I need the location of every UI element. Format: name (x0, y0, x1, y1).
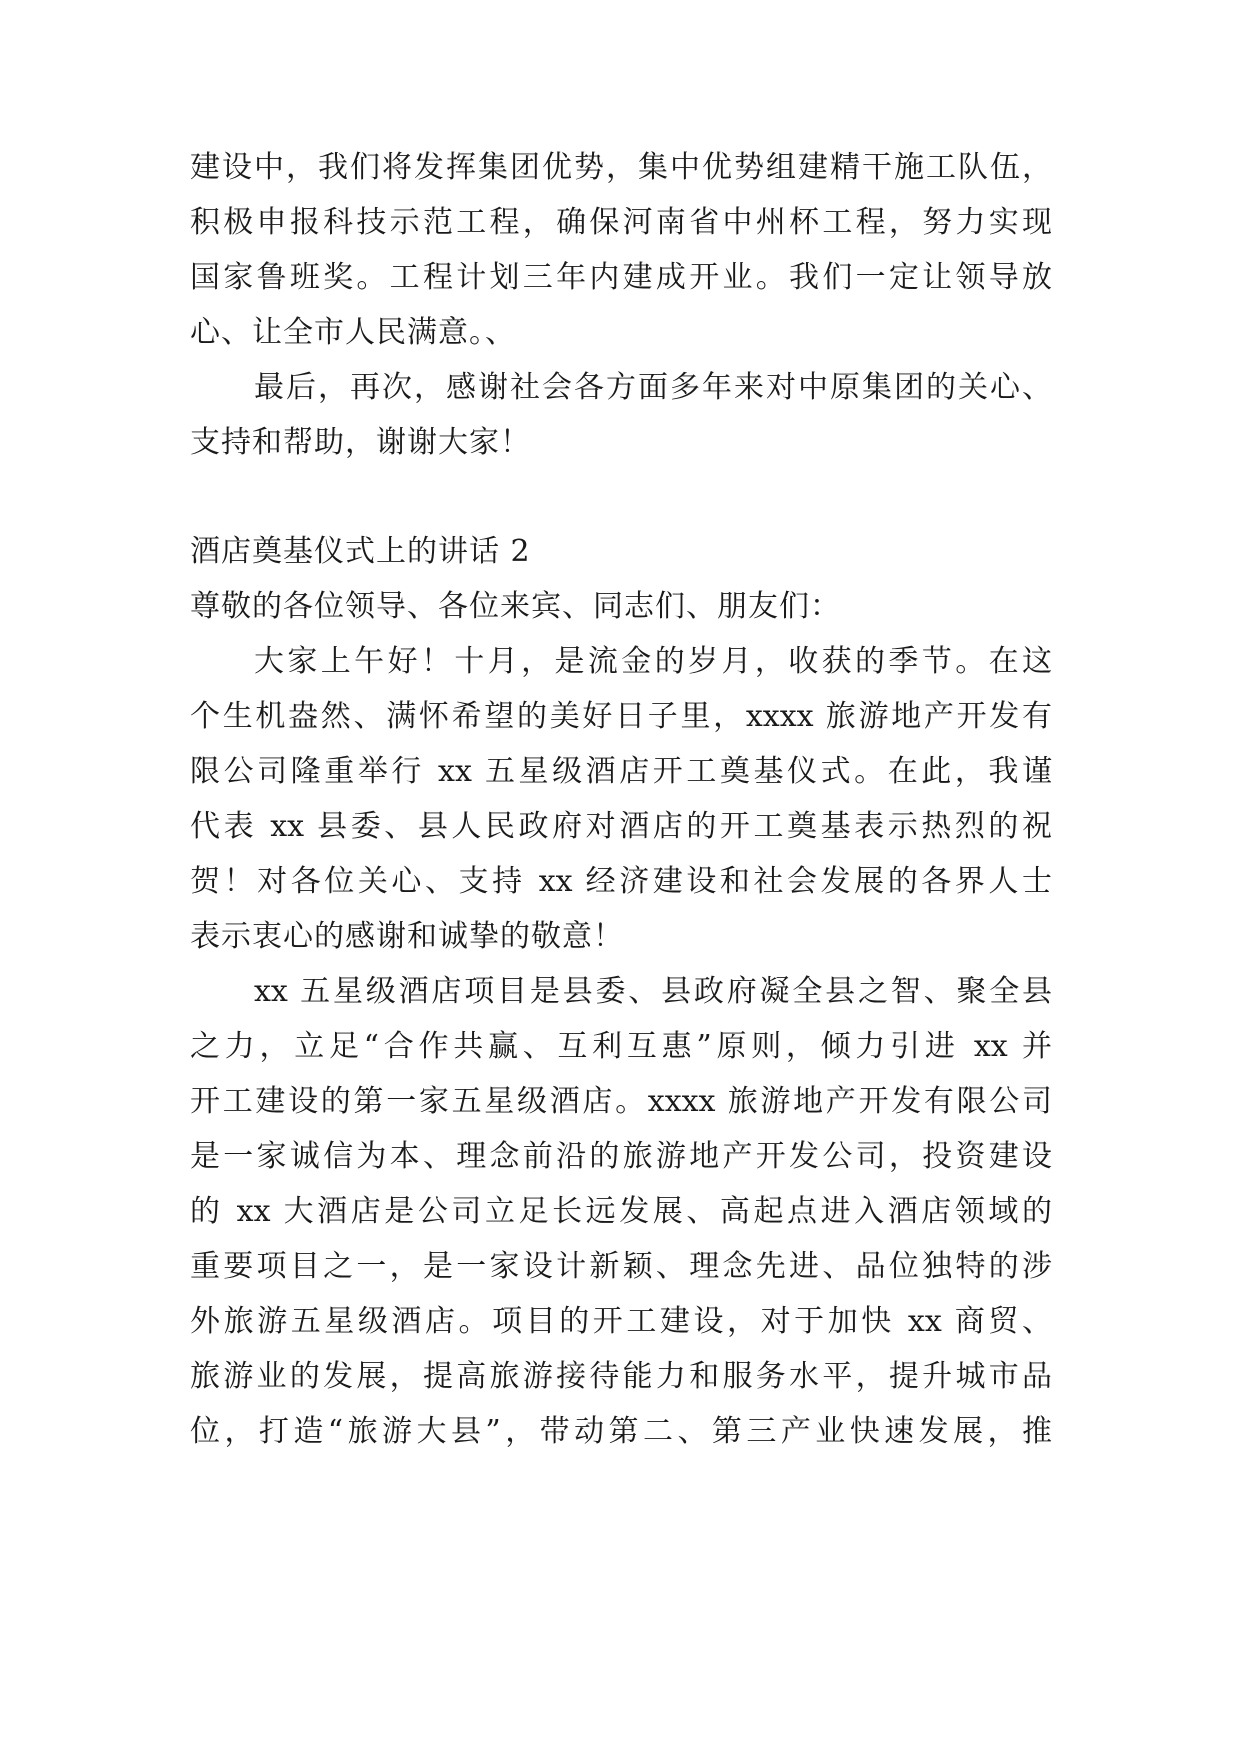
salutation: 尊敬的各位领导、各位来宾、同志们、朋友们： (190, 589, 841, 624)
paragraph-line: 支持和帮助，谢谢大家！ (190, 425, 531, 460)
paragraph-line: 心、让全市人民满意。、 (190, 315, 516, 350)
paragraph-line: 最后，再次，感谢社会各方面多年来对中原集团的关心、 (254, 370, 1052, 405)
paragraph-line: 之力，立足“合作共赢、互利互惠”原则，倾力引进 xx 并 (190, 1029, 1052, 1064)
paragraph-line: 国家鲁班奖。工程计划三年内建成开业。我们一定让领导放 (190, 260, 1052, 295)
paragraph-line: 限公司隆重举行 xx 五星级酒店开工奠基仪式。在此，我谨 (190, 754, 1052, 789)
paragraph-line: 建设中，我们将发挥集团优势，集中优势组建精干施工队伍， (190, 150, 1052, 185)
section-title: 酒店奠基仪式上的讲话 2 (190, 534, 531, 569)
paragraph-line: 重要项目之一，是一家设计新颖、理念先进、品位独特的涉 (190, 1249, 1052, 1284)
paragraph-line: 大家上午好！十月，是流金的岁月，收获的季节。在这 (254, 644, 1052, 679)
paragraph-line: 个生机盎然、满怀希望的美好日子里，xxxx 旅游地产开发有 (190, 699, 1052, 734)
paragraph-line: 的 xx 大酒店是公司立足长远发展、高起点进入酒店领域的 (190, 1194, 1052, 1229)
paragraph-line: 位，打造“旅游大县”，带动第二、第三产业快速发展，推 (190, 1414, 1052, 1449)
paragraph-line: 是一家诚信为本、理念前沿的旅游地产开发公司，投资建设 (190, 1139, 1052, 1174)
paragraph-line: 旅游业的发展，提高旅游接待能力和服务水平，提升城市品 (190, 1359, 1052, 1394)
paragraph-line: xx 五星级酒店项目是县委、县政府凝全县之智、聚全县 (254, 974, 1052, 1009)
paragraph-line: 开工建设的第一家五星级酒店。xxxx 旅游地产开发有限公司 (190, 1084, 1052, 1119)
paragraph-line: 外旅游五星级酒店。项目的开工建设，对于加快 xx 商贸、 (190, 1304, 1052, 1339)
paragraph-line: 积极申报科技示范工程，确保河南省中州杯工程，努力实现 (190, 205, 1052, 240)
paragraph-line: 代表 xx 县委、县人民政府对酒店的开工奠基表示热烈的祝 (190, 809, 1052, 844)
paragraph-line: 贺！对各位关心、支持 xx 经济建设和社会发展的各界人士 (190, 864, 1052, 899)
paragraph-line: 表示衷心的感谢和诚挚的敬意！ (190, 919, 624, 954)
